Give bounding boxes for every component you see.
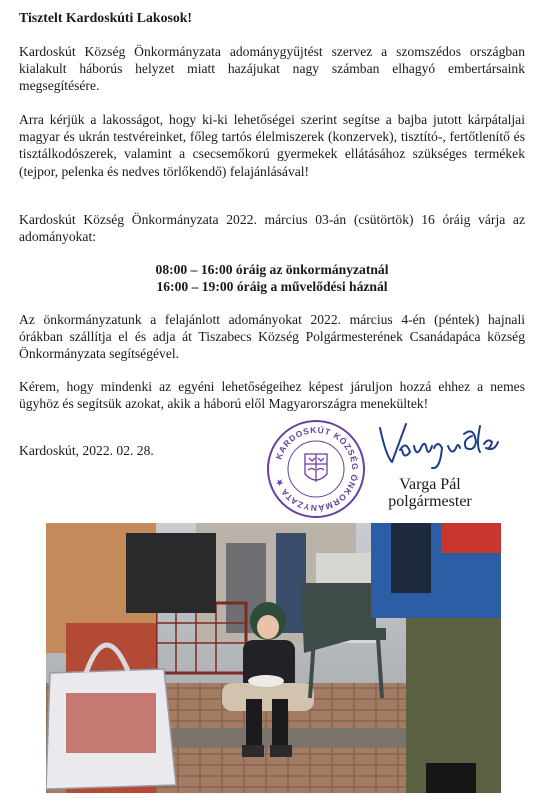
stamp-ring-text: KARDOSKÚT KÖZSÉG ÖNKORMÁNYZATA ★ xyxy=(273,424,361,514)
hours-line-municipality: 08:00 – 16:00 óráig az önkormányzatnál xyxy=(155,262,389,277)
opening-hours xyxy=(19,261,525,295)
signatory-title: polgármester xyxy=(388,493,472,511)
letter-title: Tisztelt Kardoskúti Lakosok! xyxy=(19,10,192,25)
paragraph-intro: Kardoskút Község Önkormányzata adománygyűjtést szervez a szomszédos országban kialakult háborús helyzet miatt hazájukat nagy számban elhagyó embertársaink megsegítésére. xyxy=(19,44,525,94)
paragraph-appeal: Kérem, hogy mindenki az egyéni lehetőségeihez képest járuljon hozzá ehhez a nemes ügyhöz és segítsük azokat, akik a háború elől Magyarországra menekültek! xyxy=(19,379,525,412)
paragraph-request: Arra kérjük a lakosságot, hogy ki-ki lehetőségei szerint segítse a bajba jutott kárpátaljai magyar és ukrán testvéreinket, főleg tartós élelmiszerek (konzervek), tisztító-, fertőtlenítő és tisztálkodószerek, valamint a csecsemőkorú gyermekek ellátásához szükséges termékek (tejpor, pelenka és nedves törlőkendő) felajánlásával! xyxy=(19,112,525,179)
hours-line-culture-house: 16:00 – 19:00 óráig a művelődési háznál xyxy=(156,279,388,295)
paragraph-schedule: Kardoskút Község Önkormányzata 2022. március 03-án (csütörtök) 16 óráig várja az adományokat: xyxy=(19,212,525,245)
signatory xyxy=(360,476,500,510)
refugee-child-photo xyxy=(46,523,501,793)
paragraph-delivery: Az önkormányzatunk a felajánlott adományokat 2022. március 4-én (péntek) hajnali órákban szállítja el és adja át Tiszabecs Község Polgármesterének Csanádapáca község Önkormányzata segítségével. xyxy=(19,312,525,362)
signature-icon xyxy=(376,416,504,474)
place-date: Kardoskút, 2022. 02. 28. xyxy=(19,443,154,458)
signatory-name: Varga Pál xyxy=(399,476,461,493)
stamp-icon xyxy=(265,418,367,520)
